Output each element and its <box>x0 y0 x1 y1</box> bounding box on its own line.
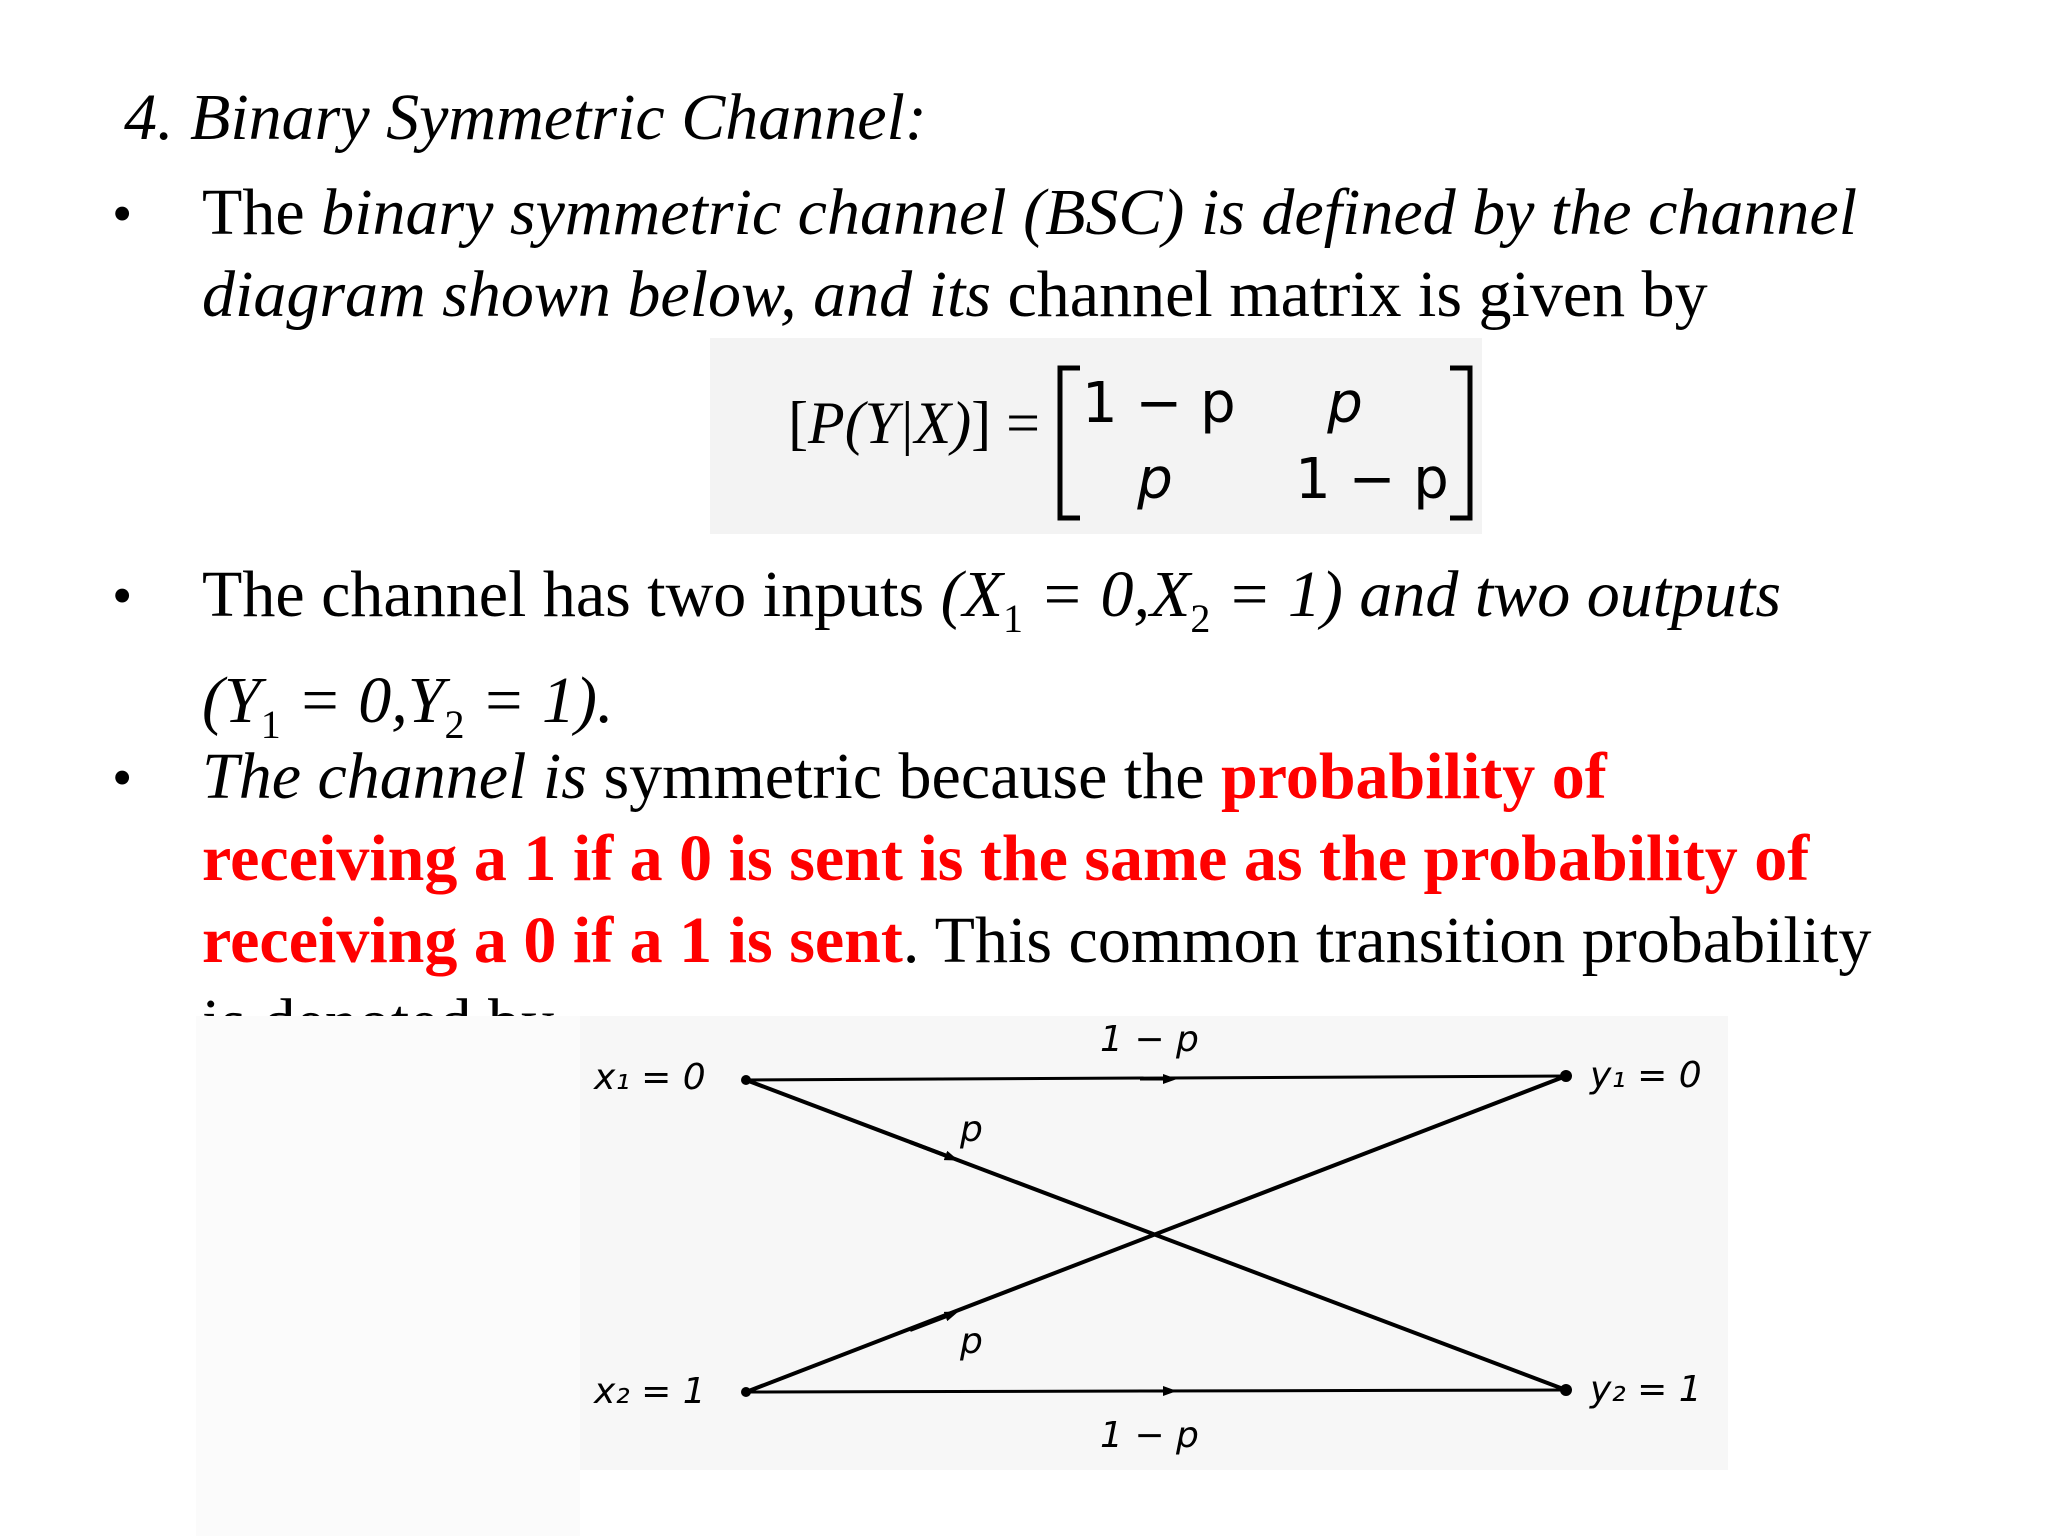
bullet-2-sub-4: 2 <box>444 702 465 747</box>
label-top-probability: 1 − p <box>1100 1019 1199 1060</box>
slide-heading: 4. Binary Symmetric Channel: <box>124 81 927 154</box>
bullet-2-text <box>202 554 2002 766</box>
bullet-1-italic-text-2: diagram shown below, and its <box>202 258 1008 331</box>
label-x1: x₁ = 0 <box>594 1057 706 1098</box>
bullet-2-line-1 <box>202 554 2002 660</box>
matrix-lhs-close: ] = <box>971 390 1040 456</box>
bullet-2-y-close: = 1). <box>464 664 614 737</box>
matrix-lhs-expression: P(Y|X) <box>808 390 972 456</box>
bullet-2-outputs-text: = 1) and two outputs <box>1210 558 1782 631</box>
matrix-cell-r2c1: p <box>1137 447 1173 512</box>
bullet-2-x-open: (X <box>940 558 1003 631</box>
bullet-1-line-1 <box>202 172 2002 254</box>
bullet-3-highlight-1: probability of <box>1221 740 1607 813</box>
bullet-marker-1: • <box>112 181 133 246</box>
bullet-1-italic-text: binary symmetric channel (BSC) is defined by the channel <box>321 176 1858 249</box>
bullet-3-highlight-3: receiving a 0 if a 1 is sent <box>202 904 903 977</box>
matrix-cell-r1c1: 1 − p <box>1082 371 1236 436</box>
label-cross-upper: p <box>960 1109 983 1150</box>
bullet-3-italic-text: The channel is <box>202 740 604 813</box>
node-x1 <box>741 1075 751 1085</box>
bullet-3-line-3 <box>202 900 2002 982</box>
bullet-2-normal-text: The channel has two inputs <box>202 558 941 631</box>
bullet-3-line-1 <box>202 736 2002 818</box>
node-y2 <box>1560 1384 1572 1396</box>
label-bottom-probability: 1 − p <box>1100 1415 1199 1456</box>
bullet-1-normal-text-2: channel matrix is given by <box>1007 258 1708 331</box>
matrix-left-bracket <box>1060 368 1080 518</box>
channel-matrix-equation <box>710 338 1482 534</box>
matrix-cell-r1c2: p <box>1327 371 1363 436</box>
bullet-marker-3: • <box>112 745 133 810</box>
label-cross-lower: p <box>960 1321 983 1362</box>
bullet-3-normal-text: symmetric because the <box>603 740 1222 813</box>
bullet-1-text <box>202 172 2002 336</box>
arrow-cross-up <box>910 1314 952 1330</box>
bullet-2-y-open: (Y <box>202 664 261 737</box>
bullet-2-sub-2: 2 <box>1190 596 1211 641</box>
bullet-marker-2: • <box>112 563 133 628</box>
node-x2 <box>741 1387 751 1397</box>
arrow-cross-down <box>910 1142 952 1158</box>
node-y1 <box>1560 1070 1572 1082</box>
matrix-right-bracket <box>1450 368 1470 518</box>
bullet-2-x-mid: = 0,X <box>1022 558 1191 631</box>
matrix-cell-r2c2: 1 − p <box>1295 447 1449 512</box>
bullet-2-y-mid: = 0,Y <box>280 664 445 737</box>
bsc-diagram-lines <box>580 1016 1728 1470</box>
bullet-3-text <box>202 736 2002 1064</box>
bullet-2-sub-3: 1 <box>260 702 281 747</box>
label-y2: y₂ = 1 <box>1590 1369 1702 1410</box>
bullet-1-normal-text: The <box>202 176 322 249</box>
matrix-lhs-open: [ <box>788 390 809 456</box>
bullet-3-normal-text-3: . This common transition probability <box>902 904 1872 977</box>
bullet-3-highlight-2: receiving a 1 if a 0 is sent is the same as the probability of <box>202 822 1810 895</box>
figure-background <box>196 1016 580 1536</box>
label-y1: y₁ = 0 <box>1590 1055 1702 1096</box>
bullet-1-line-2 <box>202 254 2002 336</box>
bullet-2-sub-1: 1 <box>1002 596 1023 641</box>
bsc-channel-diagram <box>580 1016 1728 1470</box>
label-x2: x₂ = 1 <box>594 1371 706 1412</box>
